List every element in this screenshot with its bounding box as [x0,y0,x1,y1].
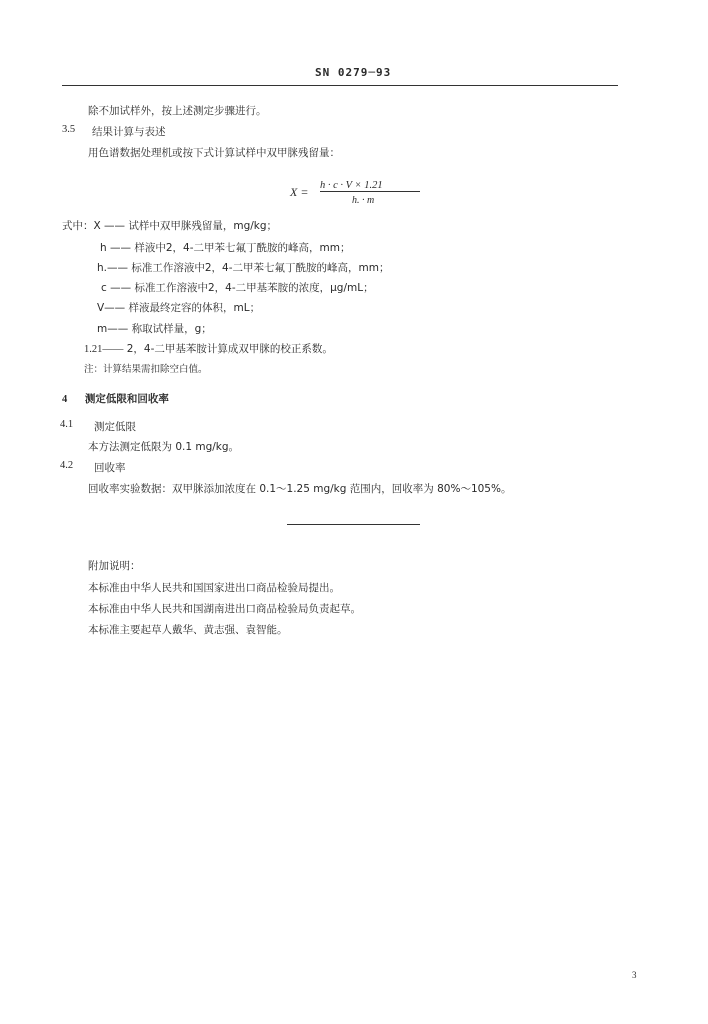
where-symbol: 式中：X —— [62,220,126,232]
header-rule [62,85,618,86]
where-row-6 [84,341,333,356]
appendix-line: 本标准由中华人民共和国国家进出口商品检验局提出。 [88,582,340,594]
where-symbol: h.—— [97,262,128,274]
where-description: 标准工作溶液中2，4-二甲基苯胺的浓度，μg/mL； [134,282,374,294]
where-row-1 [100,240,350,255]
page-number: 3 [632,970,637,980]
appendix-line: 本标准主要起草人戴华、黄志强、袁智能。 [88,624,288,636]
where-description: 样液最终定容的体积，mL； [128,302,261,314]
where-row-2 [97,260,389,275]
section-3-5-title: 结果计算与表述 [92,126,166,138]
where-description: 标准工作溶液中2，4-二甲苯七氟丁酰胺的峰高，mm； [131,262,390,274]
formula [290,176,450,212]
end-separator [287,524,420,525]
formula-denominator: h. · m [352,195,375,206]
where-row-0 [62,218,277,233]
section-4-number: 4 [62,394,68,405]
where-description: 称取试样量，g； [131,323,212,335]
formula-fraction-bar [320,191,420,192]
note: 注：计算结果需扣除空白值。 [84,364,208,375]
where-description: 样液中2，4-二甲苯七氟丁酰胺的峰高，mm； [134,242,351,254]
section-4-2-title: 回收率 [94,462,126,474]
section-4-2-number: 4.2 [60,460,74,471]
formula-numerator: h · c · V × 1.21 [320,180,383,191]
section-4-title: 测定低限和回收率 [84,393,169,405]
section-4-heading [62,391,169,406]
section-4-2-text: 回收率实验数据：双甲脒添加浓度在 0.1～1.25 mg/kg 范围内，回收率为 80%～105%。 [88,483,512,495]
where-symbol: 1.21—— [84,344,124,355]
appendix-title: 附加说明： [88,560,141,572]
section-4-1-title: 测定低限 [94,421,136,433]
where-row-5 [97,321,212,336]
intro-line: 除不加试样外，按上述测定步骤进行。 [88,105,267,117]
where-description: 2，4-二甲基苯胺计算成双甲脒的校正系数。 [126,343,333,355]
where-symbol: m—— [97,323,129,335]
section-4-1-text: 本方法测定低限为 0.1 mg/kg。 [88,441,240,453]
section-3-5-number: 3.5 [62,124,76,135]
where-symbol: V—— [97,302,126,314]
where-description: 试样中双甲脒残留量，mg/kg； [128,220,278,232]
standard-code-header: SN 0279─93 [315,66,392,79]
where-symbol: c —— [101,282,132,294]
section-3-5-text: 用色谱数据处理机或按下式计算试样中双甲脒残留量： [88,147,340,159]
where-row-3 [101,280,374,295]
where-row-4 [97,300,260,315]
appendix-line: 本标准由中华人民共和国湖南进出口商品检验局负责起草。 [88,603,361,615]
formula-lhs: X = [290,185,309,199]
where-symbol: h —— [100,242,131,254]
section-4-1-number: 4.1 [60,419,74,430]
